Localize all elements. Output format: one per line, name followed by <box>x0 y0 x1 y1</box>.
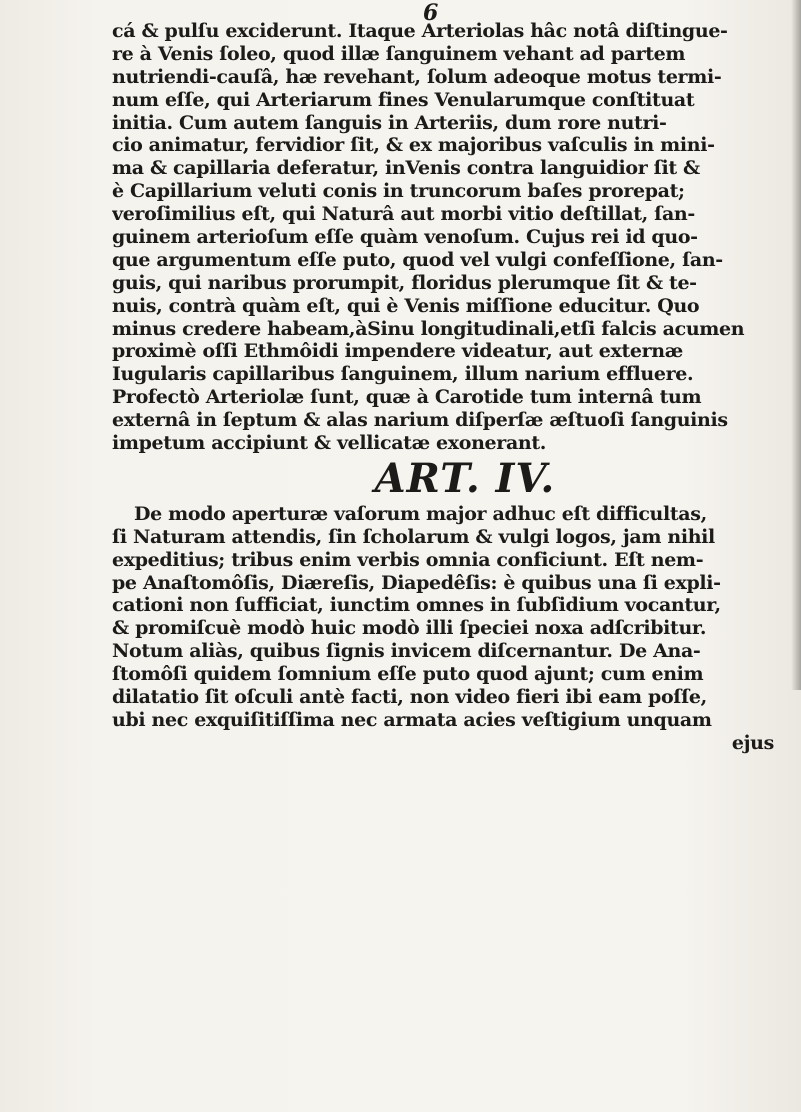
page-edge-shadow <box>791 0 801 690</box>
text-line: ubi nec exquiſitiſſima nec armata acies veſtigium unquam <box>112 708 712 731</box>
text-line: guis, qui naribus prorumpit, floridus plerumque ſit & te- <box>112 271 697 294</box>
section-heading: ART. IV. <box>374 454 556 502</box>
text-line: que argumentum eſſe puto, quod vel vulgi confeſſione, ſan- <box>112 248 723 271</box>
text-line: nutriendi-cauſâ, hæ revehant, ſolum adeoque motus termi- <box>112 65 722 88</box>
text-line: ſtomôſi quidem ſomnium eſſe puto quod ajunt; cum enim <box>112 663 704 686</box>
text-line: pe Anaſtomôſis, Diæreſis, Diapedêſis: è quibus una ſi expli- <box>112 571 721 594</box>
page-number: 6 <box>423 0 439 26</box>
text-line: num eſſe, qui Arteriarum fines Venularumque conſtituat <box>112 88 695 111</box>
text-line: & promiſcuè modò huic modò illi ſpeciei noxa adſcribitur. <box>112 617 707 640</box>
text-line: expeditius; tribus enim verbis omnia conficiunt. Eſt nem- <box>112 548 704 571</box>
text-line: veroſimilius eſt, qui Naturâ aut morbi vitio deſtillat, ſan- <box>112 203 695 226</box>
catchword: ejus <box>731 731 774 754</box>
text-line: proximè oſſi Ethmôidi impendere videatur, aut externæ <box>112 340 683 363</box>
text-line: nuis, contrà quàm eſt, qui è Venis miſſione educitur. Quo <box>112 294 700 317</box>
text-line: ſi Naturam attendis, ſin ſcholarum & vulgi logos, jam nihil <box>112 525 715 548</box>
paragraph-2 <box>112 503 788 732</box>
text-line: initia. Cum autem ſanguis in Arteriis, dum rore nutri- <box>112 111 667 134</box>
text-line: guinem arterioſum eſſe quàm venoſum. Cujus rei id quo- <box>112 226 698 249</box>
text-line: cá & pulſu exciderunt. Itaque Arteriolas hâc notâ diſtingue- <box>112 20 728 42</box>
paragraph-1 <box>112 20 788 455</box>
text-line: cationi non ſufficiat, iunctim omnes in ſubſidium vocantur, <box>112 594 721 617</box>
text-line: ma & capillaria deferatur, inVenis contra languidior ſit & <box>112 157 700 180</box>
text-line: Notum aliàs, quibus ſignis invicem diſcernantur. De Ana- <box>112 640 701 663</box>
text-line: externâ in ſeptum & alas narium diſperſæ æſtuoſi ſanguinis <box>112 409 728 432</box>
text-line: è Capillarium veluti conis in truncorum baſes prorepat; <box>112 180 685 203</box>
text-line: minus credere habeam,àSinu longitudinali,etſi falcis acumen <box>112 317 745 340</box>
text-line: Iugularis capillaribus ſanguinem, illum narium effluere. <box>112 363 694 386</box>
text-line: Profectò Arteriolæ ſunt, quæ à Carotide tum internâ tum <box>112 386 702 409</box>
text-line: re à Venis ſoleo, quod illæ ſanguinem vehant ad partem <box>112 42 686 65</box>
text-line: De modo aperturæ vaſorum major adhuc eſt difficultas, <box>134 502 707 525</box>
text-line: impetum accipiunt & vellicatæ exonerant. <box>112 432 547 455</box>
text-block <box>112 20 788 755</box>
text-line: dilatatio ſit oſculi antè facti, non video fieri ibi eam poſſe, <box>112 686 707 709</box>
text-line: cio animatur, fervidior ſit, & ex majoribus vaſculis in mini- <box>112 134 715 157</box>
